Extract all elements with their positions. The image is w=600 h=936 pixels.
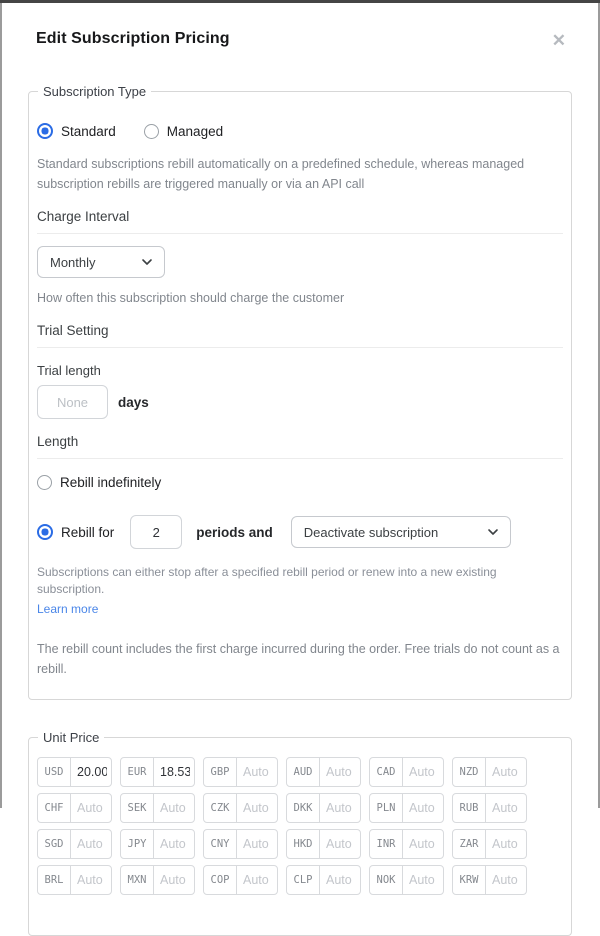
close-icon[interactable]: ✕ [551,31,566,50]
currency-code-label: KRW [453,866,486,894]
currency-price-field [203,865,278,895]
rebill-indefinitely-label: Rebill indefinitely [60,475,162,490]
currency-price-field [203,793,278,823]
currency-price-field [286,865,361,895]
unit-price-fieldset [28,730,572,936]
currency-price-field [286,793,361,823]
currency-price-field [120,757,195,787]
subscription-type-fieldset [28,84,572,700]
rebill-periods-input[interactable] [130,515,182,549]
currency-code-label: HKD [287,830,320,858]
charge-interval-select-value: Monthly [50,254,96,270]
currency-amount-input[interactable] [154,830,194,858]
currency-code-label: RUB [453,794,486,822]
rebill-for-row [37,515,563,549]
currency-amount-input[interactable] [154,758,194,786]
rebill-for-label: Rebill for [61,524,115,540]
currency-price-field [37,793,112,823]
currency-code-label: BRL [38,866,71,894]
currency-amount-input[interactable] [154,794,194,822]
currency-price-field [369,865,444,895]
currency-amount-input[interactable] [403,794,443,822]
currency-amount-input[interactable] [237,866,277,894]
currency-price-field [369,793,444,823]
length-heading: Length [37,434,79,449]
radio-standard-label: Standard [61,123,116,139]
currency-amount-input[interactable] [403,758,443,786]
currency-code-label: NOK [370,866,403,894]
currency-code-label: USD [38,758,71,786]
currency-amount-input[interactable] [320,794,360,822]
rebill-help-line: Subscriptions can either stop after a specified rebill period or renew into a new existing subscription. [37,565,497,597]
radio-managed-label: Managed [166,123,224,139]
currency-code-label: DKK [287,794,320,822]
currency-code-label: ZAR [453,830,486,858]
charge-interval-select[interactable] [37,246,165,278]
rebill-count-note: The rebill count includes the first charge incurred during the order. Free trials do not count as a rebill. [37,642,560,677]
backdrop-left-edge [0,3,2,808]
currency-grid [37,757,563,895]
currency-amount-input[interactable] [237,758,277,786]
trial-length-input[interactable] [37,385,108,419]
currency-code-label: JPY [121,830,154,858]
divider [37,233,563,234]
divider [37,458,563,459]
currency-amount-input[interactable] [154,866,194,894]
currency-code-label: PLN [370,794,403,822]
currency-price-field [37,757,112,787]
currency-amount-input[interactable] [71,830,111,858]
modal-header [2,3,598,51]
currency-price-field [120,829,195,859]
unit-price-legend: Unit Price [43,730,100,746]
currency-price-field [452,865,527,895]
currency-code-label: CNY [204,830,237,858]
currency-code-label: GBP [204,758,237,786]
radio-rebill-for[interactable] [37,524,53,540]
currency-amount-input[interactable] [71,794,111,822]
currency-price-field [452,793,527,823]
chevron-down-icon [488,529,498,535]
learn-more-link[interactable]: Learn more [37,601,99,616]
currency-amount-input[interactable] [403,866,443,894]
radio-standard[interactable] [37,123,53,139]
trial-length-suffix: days [118,394,149,410]
currency-amount-input[interactable] [320,866,360,894]
rebill-periods-suffix: periods and [196,524,273,540]
currency-price-field [37,865,112,895]
currency-code-label: CLP [287,866,320,894]
currency-code-label: EUR [121,758,154,786]
divider [37,347,563,348]
rebill-action-select-value: Deactivate subscription [303,524,439,540]
currency-amount-input[interactable] [71,758,111,786]
currency-amount-input[interactable] [486,830,526,858]
edit-subscription-pricing-modal [2,3,598,887]
currency-price-field [286,757,361,787]
subscription-type-legend: Subscription Type [43,84,147,99]
currency-amount-input[interactable] [237,830,277,858]
rebill-indefinitely-row [37,475,563,490]
currency-amount-input[interactable] [71,866,111,894]
rebill-action-select[interactable] [291,516,511,548]
trial-length-row [37,385,563,419]
currency-price-field [203,829,278,859]
subscription-type-radio-group [37,123,563,139]
currency-price-field [369,829,444,859]
charge-interval-help: How often this subscription should charge the customer [37,291,345,305]
currency-code-label: MXN [121,866,154,894]
currency-amount-input[interactable] [486,866,526,894]
currency-price-field [286,829,361,859]
subscription-type-description: Standard subscriptions rebill automatically on a predefined schedule, whereas managed subscription rebills are triggered manually or via an API call [37,157,525,191]
currency-price-field [452,829,527,859]
modal-title: Edit Subscription Pricing [36,30,230,47]
trial-setting-heading: Trial Setting [37,323,109,338]
radio-rebill-indefinitely[interactable] [37,475,52,490]
currency-price-field [37,829,112,859]
currency-code-label: COP [204,866,237,894]
rebill-help-text [37,564,563,618]
currency-amount-input[interactable] [486,758,526,786]
currency-code-label: SGD [38,830,71,858]
currency-amount-input[interactable] [486,794,526,822]
currency-code-label: NZD [453,758,486,786]
charge-interval-heading: Charge Interval [37,209,130,224]
chevron-down-icon [142,259,152,265]
currency-price-field [452,757,527,787]
backdrop-top-edge [0,0,600,3]
currency-code-label: INR [370,830,403,858]
trial-length-label: Trial length [37,363,101,378]
currency-amount-input[interactable] [403,830,443,858]
currency-price-field [120,865,195,895]
currency-amount-input[interactable] [320,758,360,786]
currency-amount-input[interactable] [320,830,360,858]
currency-code-label: AUD [287,758,320,786]
currency-code-label: SEK [121,794,154,822]
currency-code-label: CHF [38,794,71,822]
radio-managed[interactable] [144,124,159,139]
currency-code-label: CZK [204,794,237,822]
currency-price-field [120,793,195,823]
currency-price-field [369,757,444,787]
currency-amount-input[interactable] [237,794,277,822]
currency-price-field [203,757,278,787]
currency-code-label: CAD [370,758,403,786]
